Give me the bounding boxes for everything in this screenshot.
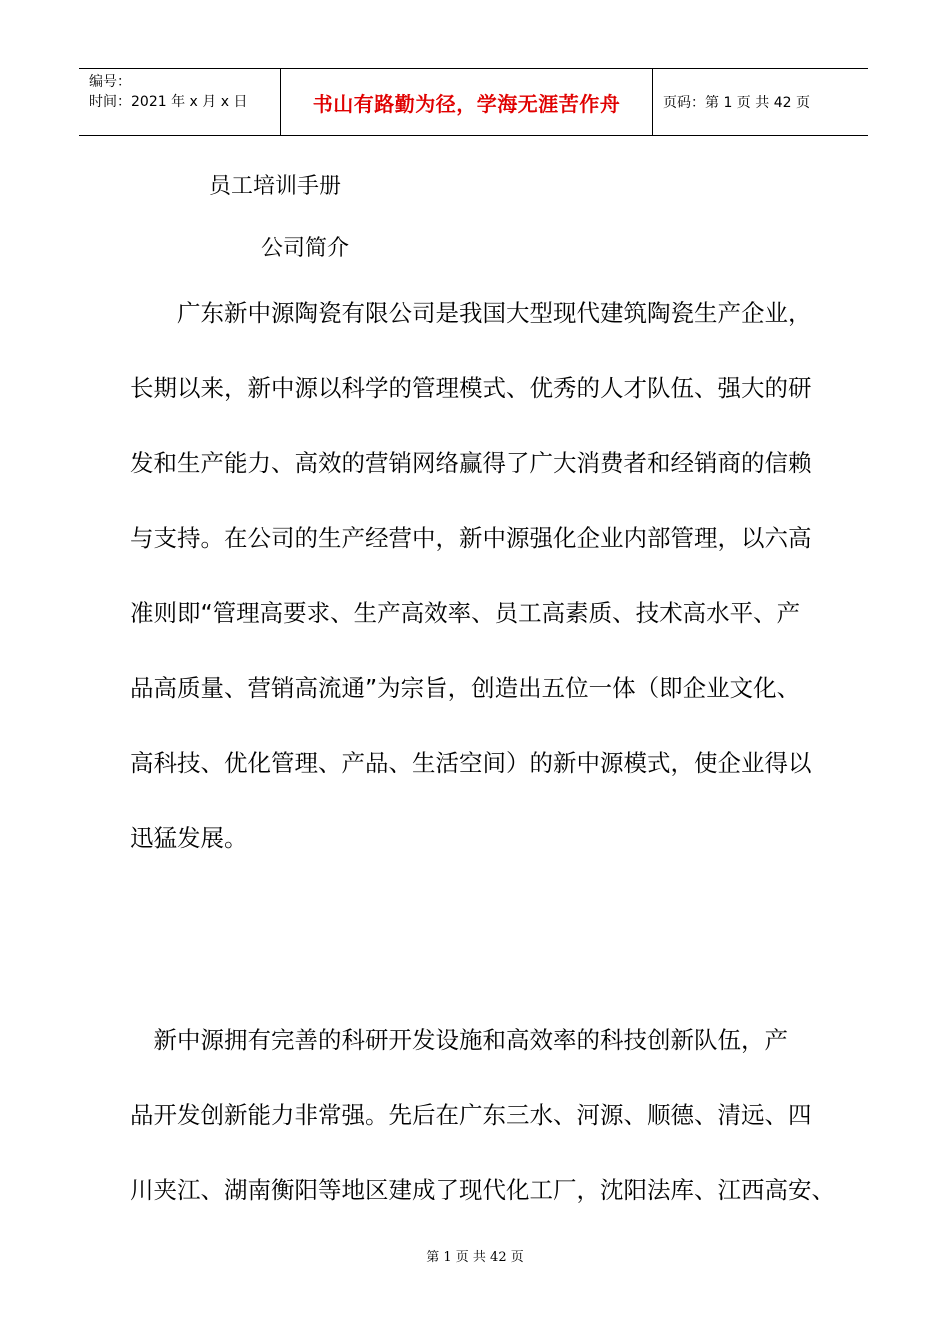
document-title: 员工培训手册 — [209, 174, 342, 199]
paragraph-line: 新中源拥有完善的科研开发设施和高效率的科技创新队伍，产 — [130, 1026, 788, 1054]
number-label: 编号： — [89, 74, 131, 90]
paragraph-line: 准则即“管理高要求、生产高效率、员工高素质、技术高水平、产 — [130, 599, 801, 627]
header-meta — [79, 69, 281, 135]
section-title: 公司简介 — [261, 236, 350, 261]
paragraph-line: 品开发创新能力非常强。先后在广东三水、河源、顺德、清远、四 — [130, 1101, 812, 1129]
paragraph-line: 品高质量、营销高流通”为宗旨，创造出五位一体（即企业文化、 — [130, 674, 801, 702]
header-motto: 书山有路勤为径，学海无涯苦作舟 — [281, 69, 653, 135]
paragraph-line: 长期以来，新中源以科学的管理模式、优秀的人才队伍、强大的研 — [130, 374, 812, 402]
paragraph-line: 发和生产能力、高效的营销网络赢得了广大消费者和经销商的信赖 — [130, 449, 812, 477]
date-label: 时间：2021 年 x 月 x 日 — [89, 94, 248, 110]
paragraph-line: 川夹江、湖南衡阳等地区建成了现代化工厂，沈阳法库、江西高安、 — [130, 1176, 835, 1204]
page-header — [79, 68, 868, 136]
header-page-info: 页码：第 1 页 共 42 页 — [663, 95, 810, 111]
paragraph-line: 迅猛发展。 — [130, 824, 248, 852]
paragraph-line: 广东新中源陶瓷有限公司是我国大型现代建筑陶瓷生产企业， — [130, 299, 812, 327]
paragraph-rnd — [130, 1003, 900, 1228]
page-footer: 第 1 页 共 42 页 — [426, 1250, 524, 1265]
paragraph-line: 高科技、优化管理、产品、生活空间）的新中源模式，使企业得以 — [130, 749, 812, 777]
paragraph-company-intro — [130, 276, 900, 876]
paragraph-line: 与支持。在公司的生产经营中，新中源强化企业内部管理，以六高 — [130, 524, 812, 552]
